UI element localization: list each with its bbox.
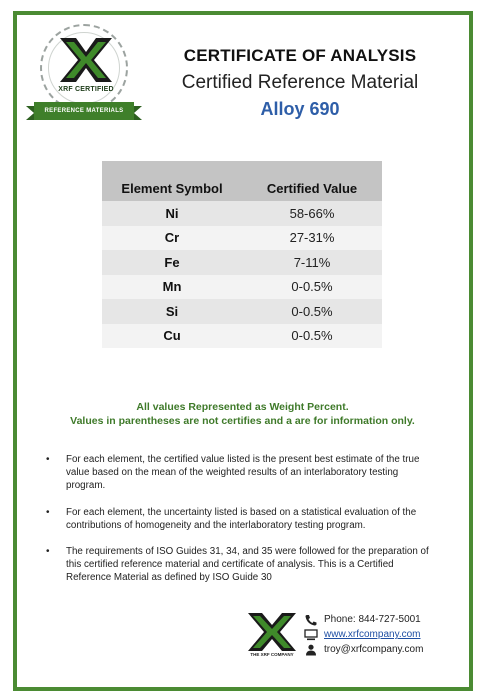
table-row	[102, 250, 382, 275]
computer-icon	[304, 629, 318, 641]
xrf-x-mark-icon	[244, 612, 300, 652]
element-symbol-cell: Cr	[102, 226, 242, 251]
certification-bullet-list	[46, 453, 438, 598]
element-symbol-cell: Fe	[102, 250, 242, 275]
column-header-element-symbol: Element Symbol	[102, 161, 242, 201]
element-symbol-cell: Si	[102, 299, 242, 324]
list-item: • The requirements of ISO Guides 31, 34, and 35 were followed for the preparation of this certified reference material and certificate of analysis. This is a Certified Reference Material as defined by ISO Guide 30	[46, 545, 438, 585]
table-row	[102, 299, 382, 324]
website-row	[304, 627, 423, 642]
certified-value-cell: 0-0.5%	[242, 324, 382, 349]
certified-value-cell: 0-0.5%	[242, 299, 382, 324]
person-icon	[304, 644, 318, 656]
weight-percent-notes	[40, 400, 445, 428]
seal-badge	[40, 24, 128, 112]
list-item: • For each element, the uncertainty listed is based on a statistical evaluation of the contributions of homogeneity and the interlaboratory testing program.	[46, 506, 438, 532]
email-row	[304, 642, 423, 657]
certified-value-cell: 7-11%	[242, 250, 382, 275]
note-line-1: All values Represented as Weight Percent.	[136, 401, 349, 413]
website-link[interactable]: www.xrfcompany.com	[324, 629, 421, 640]
document-title: CERTIFICATE OF ANALYSIS	[183, 46, 417, 65]
composition-table	[102, 161, 382, 348]
column-header-certified-value: Certified Value	[242, 161, 382, 201]
note-line-2: Values in parentheses are not certifies and a are for information only.	[70, 415, 415, 427]
table-row	[102, 324, 382, 349]
contact-info	[304, 612, 423, 657]
element-symbol-cell: Cu	[102, 324, 242, 349]
footer-company-logo	[244, 612, 300, 664]
table-row	[102, 226, 382, 251]
table-header-row	[102, 161, 382, 201]
certified-value-cell: 27-31%	[242, 226, 382, 251]
reference-materials-ribbon: REFERENCE MATERIALS	[34, 102, 134, 120]
list-item: • For each element, the certified value listed is the present best estimate of the true value based on the mean of the weighted results of an interlaboratory testing program.	[46, 453, 438, 493]
footer-logo-text: THE XRF COMPANY	[250, 652, 294, 657]
phone-icon	[304, 614, 318, 626]
phone-number: Phone: 844-727-5001	[324, 614, 421, 625]
certified-value-cell: 0-0.5%	[242, 275, 382, 300]
email-address[interactable]: troy@xrfcompany.com	[324, 644, 424, 655]
title-block	[150, 46, 450, 120]
element-symbol-cell: Ni	[102, 201, 242, 226]
document-subtitle: Certified Reference Material	[181, 72, 419, 93]
xrf-certified-logo	[34, 22, 134, 132]
phone-row	[304, 612, 423, 627]
xrf-x-mark-icon	[58, 36, 114, 84]
table-row	[102, 275, 382, 300]
certified-value-cell: 58-66%	[242, 201, 382, 226]
table-row	[102, 201, 382, 226]
element-symbol-cell: Mn	[102, 275, 242, 300]
alloy-name: Alloy 690	[260, 99, 340, 119]
seal-text: XRF CERTIFIED	[58, 86, 114, 93]
